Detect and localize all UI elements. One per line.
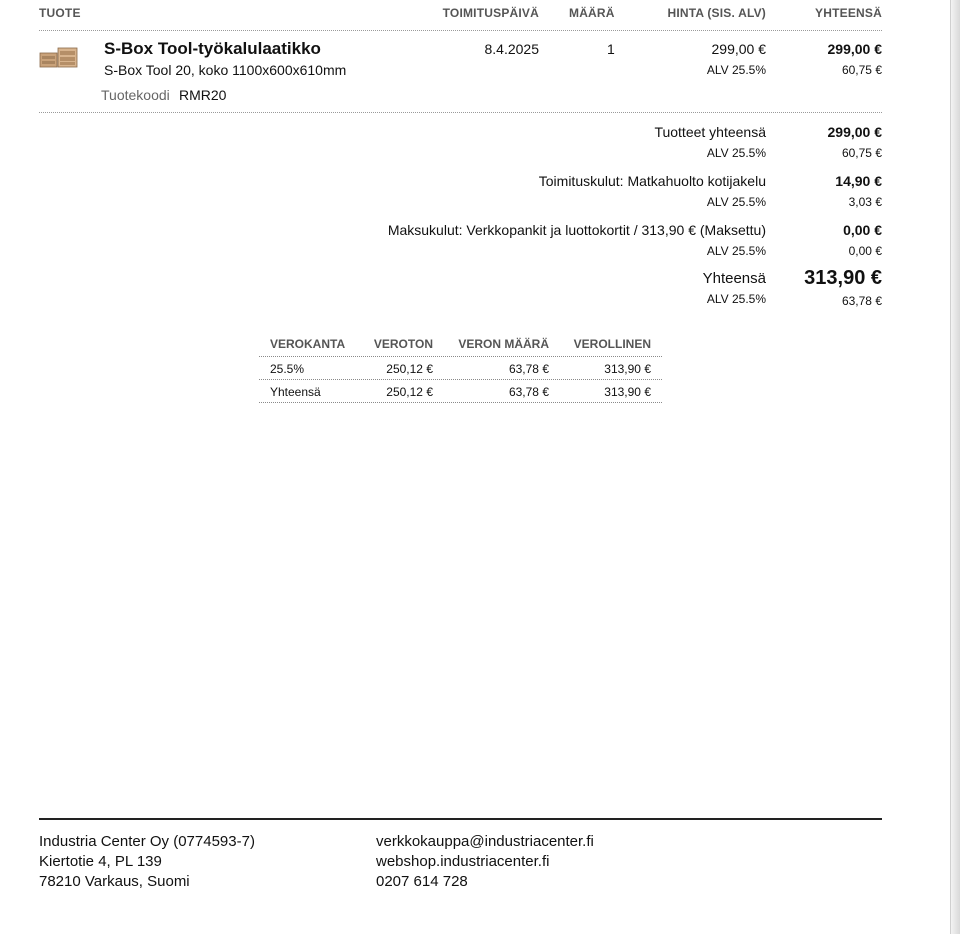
tax-cell-gross: 313,90 € bbox=[604, 385, 651, 399]
col-header-product: TUOTE bbox=[39, 6, 81, 20]
page-scroll-edge bbox=[950, 0, 960, 934]
summary-products-label: Tuotteet yhteensä bbox=[654, 124, 766, 140]
product-code: RMR20 bbox=[179, 87, 227, 103]
col-header-total: YHTEENSÄ bbox=[815, 6, 882, 20]
product-name: S-Box Tool-työkalulaatikko bbox=[104, 39, 321, 58]
summary-shipping-vat-label: ALV 25.5% bbox=[706, 195, 766, 209]
summary-payment-vat-label: ALV 25.5% bbox=[706, 244, 766, 258]
summary-shipping-vat: 3,03 € bbox=[848, 195, 882, 209]
product-total: 299,00 € bbox=[827, 41, 882, 57]
footer-city: 78210 Varkaus, Suomi bbox=[39, 873, 190, 890]
tax-cell-tax-amount: 63,78 € bbox=[508, 362, 549, 376]
header-divider bbox=[39, 30, 882, 31]
footer-phone: 0207 614 728 bbox=[376, 873, 468, 890]
tax-header-tax-amount: VERON MÄÄRÄ bbox=[458, 337, 549, 351]
summary-grand-label: Yhteensä bbox=[702, 270, 766, 287]
summary-shipping-total: 14,90 € bbox=[835, 173, 882, 189]
product-price: 299,00 € bbox=[711, 41, 766, 57]
tax-cell-gross: 313,90 € bbox=[604, 362, 651, 376]
tax-cell-net: 250,12 € bbox=[386, 362, 433, 376]
summary-payment-vat: 0,00 € bbox=[848, 244, 882, 258]
col-header-quantity: MÄÄRÄ bbox=[569, 6, 615, 20]
tax-table-header bbox=[259, 334, 662, 357]
col-header-delivery-date: TOIMITUSPÄIVÄ bbox=[442, 6, 539, 20]
footer-divider bbox=[39, 818, 882, 820]
summary-payment-total: 0,00 € bbox=[843, 222, 882, 238]
footer-web: webshop.industriacenter.fi bbox=[376, 853, 550, 870]
summary-products-vat-label: ALV 25.5% bbox=[706, 146, 766, 160]
product-divider bbox=[39, 112, 882, 113]
tax-cell-net: 250,12 € bbox=[386, 385, 433, 399]
footer-email: verkkokauppa@industriacenter.fi bbox=[376, 833, 594, 850]
footer-company: Industria Center Oy (0774593-7) bbox=[39, 833, 255, 850]
col-header-price: HINTA (SIS. ALV) bbox=[667, 6, 766, 20]
tax-cell-rate: Yhteensä bbox=[270, 385, 321, 399]
tax-cell-rate: 25.5% bbox=[270, 362, 305, 376]
summary-products-vat: 60,75 € bbox=[841, 146, 882, 160]
product-quantity: 1 bbox=[607, 41, 615, 57]
table-row bbox=[259, 380, 662, 403]
tax-header-rate: VEROKANTA bbox=[270, 337, 346, 351]
toolbox-product-image bbox=[39, 45, 79, 71]
summary-products-total: 299,00 € bbox=[827, 124, 882, 140]
tax-breakdown-table bbox=[259, 334, 662, 403]
tax-header-net: VEROTON bbox=[373, 337, 433, 351]
summary-grand-total: 313,90 € bbox=[804, 267, 882, 289]
summary-shipping-label: Toimituskulut: Matkahuolto kotijakelu bbox=[538, 173, 766, 189]
table-row bbox=[259, 357, 662, 380]
tax-header-gross: VEROLLINEN bbox=[573, 337, 651, 351]
product-description: S-Box Tool 20, koko 1100x600x610mm bbox=[104, 62, 347, 78]
summary-grand-vat: 63,78 € bbox=[841, 294, 882, 308]
tax-cell-tax-amount: 63,78 € bbox=[508, 385, 549, 399]
summary-grand-vat-label: ALV 25.5% bbox=[706, 292, 766, 306]
product-price-vat-label: ALV 25.5% bbox=[706, 63, 766, 77]
product-delivery-date: 8.4.2025 bbox=[484, 41, 539, 57]
summary-payment-label: Maksukulut: Verkkopankit ja luottokortit / 313,90 € (Maksettu) bbox=[387, 222, 766, 238]
footer-address: Kiertotie 4, PL 139 bbox=[39, 853, 162, 870]
product-total-vat: 60,75 € bbox=[841, 63, 882, 77]
product-code-label: Tuotekoodi bbox=[101, 87, 170, 103]
